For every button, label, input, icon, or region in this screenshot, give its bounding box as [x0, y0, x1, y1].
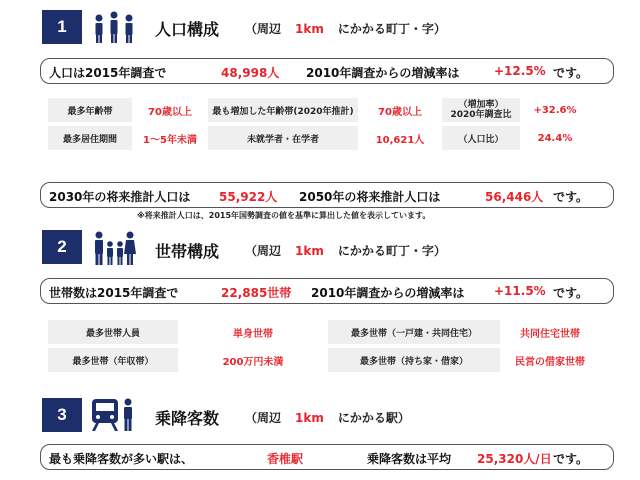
section-subtitle: [245, 20, 446, 37]
train-passenger-icon: [90, 396, 138, 432]
section-number: 1: [57, 17, 67, 36]
subtitle-distance: 1km: [295, 22, 324, 36]
subtitle-distance: 1km: [295, 244, 324, 258]
summary-label: 乗降客数は平均: [367, 452, 452, 466]
forecast-summary-box: [40, 182, 614, 208]
summary-tail: です。: [553, 66, 589, 80]
table-value-cell: 民営の借家世帯: [502, 348, 598, 372]
table-header-cell: 最多世帯（持ち家・借家）: [328, 348, 500, 372]
table-value-cell: 1～5年未満: [134, 126, 206, 150]
subtitle-suffix: にかかる駅）: [337, 411, 410, 425]
section-number-badge: [42, 398, 82, 432]
section-number: 2: [57, 237, 67, 256]
growth-rate-value: +12.5%: [494, 64, 546, 78]
table-header-cell: 最も増加した年齢帯(2020年推計): [208, 98, 358, 122]
table-value-cell: +32.6%: [522, 98, 588, 122]
forecast-note: ※将来推計人口は、2015年国勢調査の値を基準に算出した値を表示しています。: [137, 211, 431, 220]
subtitle-prefix: （周辺: [245, 22, 282, 36]
household-summary-box: [40, 278, 614, 304]
population-value: 48,998人: [221, 66, 280, 80]
table-header-cell: [442, 98, 520, 122]
population-summary-box: [40, 58, 614, 84]
summary-label: 最も乗降客数が多い駅は、: [49, 452, 194, 466]
table-value-cell: 共同住宅世帯: [502, 320, 598, 344]
table-header-cell: 最多年齢帯: [48, 98, 132, 122]
table-value-cell: 200万円未満: [180, 348, 326, 372]
summary-label: 世帯数は2015年調査で: [49, 286, 179, 300]
table-header-cell: 最多世帯（年収帯）: [48, 348, 178, 372]
subtitle-distance: 1km: [295, 411, 324, 425]
header-line: （増加率）: [458, 100, 504, 110]
section-number: 3: [57, 405, 67, 424]
subtitle-prefix: （周辺: [245, 244, 282, 258]
summary-label: 2010年調査からの増減率は: [306, 66, 460, 80]
subtitle-suffix: にかかる町丁・字）: [337, 22, 446, 36]
forecast-tail: です。: [553, 190, 589, 204]
section-title: 人口構成: [155, 20, 220, 39]
forecast-label: 2050年の将来推計人口は: [299, 190, 441, 204]
section-number-badge: [42, 10, 82, 44]
passenger-count-value: 25,320人/日: [477, 452, 552, 466]
forecast-label: 2030年の将来推計人口は: [49, 190, 191, 204]
household-value: 22,885世帯: [221, 286, 292, 300]
station-name-value: 香椎駅: [267, 452, 304, 466]
passenger-summary-box: [40, 444, 614, 470]
header-line: 2020年調査比: [450, 110, 512, 120]
table-value-cell: 70歳以上: [360, 98, 440, 122]
table-header-cell: 最多世帯（一戸建・共同住宅）: [328, 320, 500, 344]
summary-tail: です。: [553, 286, 589, 300]
table-header-cell: 最多世帯人員: [48, 320, 178, 344]
summary-tail: です。: [553, 452, 589, 466]
section-subtitle: [245, 409, 410, 426]
forecast-value: 55,922人: [219, 190, 278, 204]
summary-label: 2010年調査からの増減率は: [311, 286, 465, 300]
section-title: 乗降客数: [155, 409, 220, 428]
family-icon: [92, 230, 136, 266]
table-value-cell: 24.4%: [522, 126, 588, 150]
section-title: 世帯構成: [155, 242, 220, 261]
section-number-badge: [42, 230, 82, 264]
growth-rate-value: +11.5%: [494, 284, 546, 298]
subtitle-prefix: （周辺: [245, 411, 282, 425]
table-value-cell: 単身世帯: [180, 320, 326, 344]
summary-label: 人口は2015年調査で: [49, 66, 167, 80]
forecast-value: 56,446人: [485, 190, 544, 204]
people-group-icon: [92, 10, 136, 44]
table-header-cell: （人口比）: [442, 126, 520, 150]
table-header-cell: 最多居住期間: [48, 126, 132, 150]
table-header-cell: 未就学者・在学者: [208, 126, 358, 150]
table-value-cell: 10,621人: [360, 126, 440, 150]
section-subtitle: [245, 242, 446, 259]
table-value-cell: 70歳以上: [134, 98, 206, 122]
subtitle-suffix: にかかる町丁・字）: [337, 244, 446, 258]
